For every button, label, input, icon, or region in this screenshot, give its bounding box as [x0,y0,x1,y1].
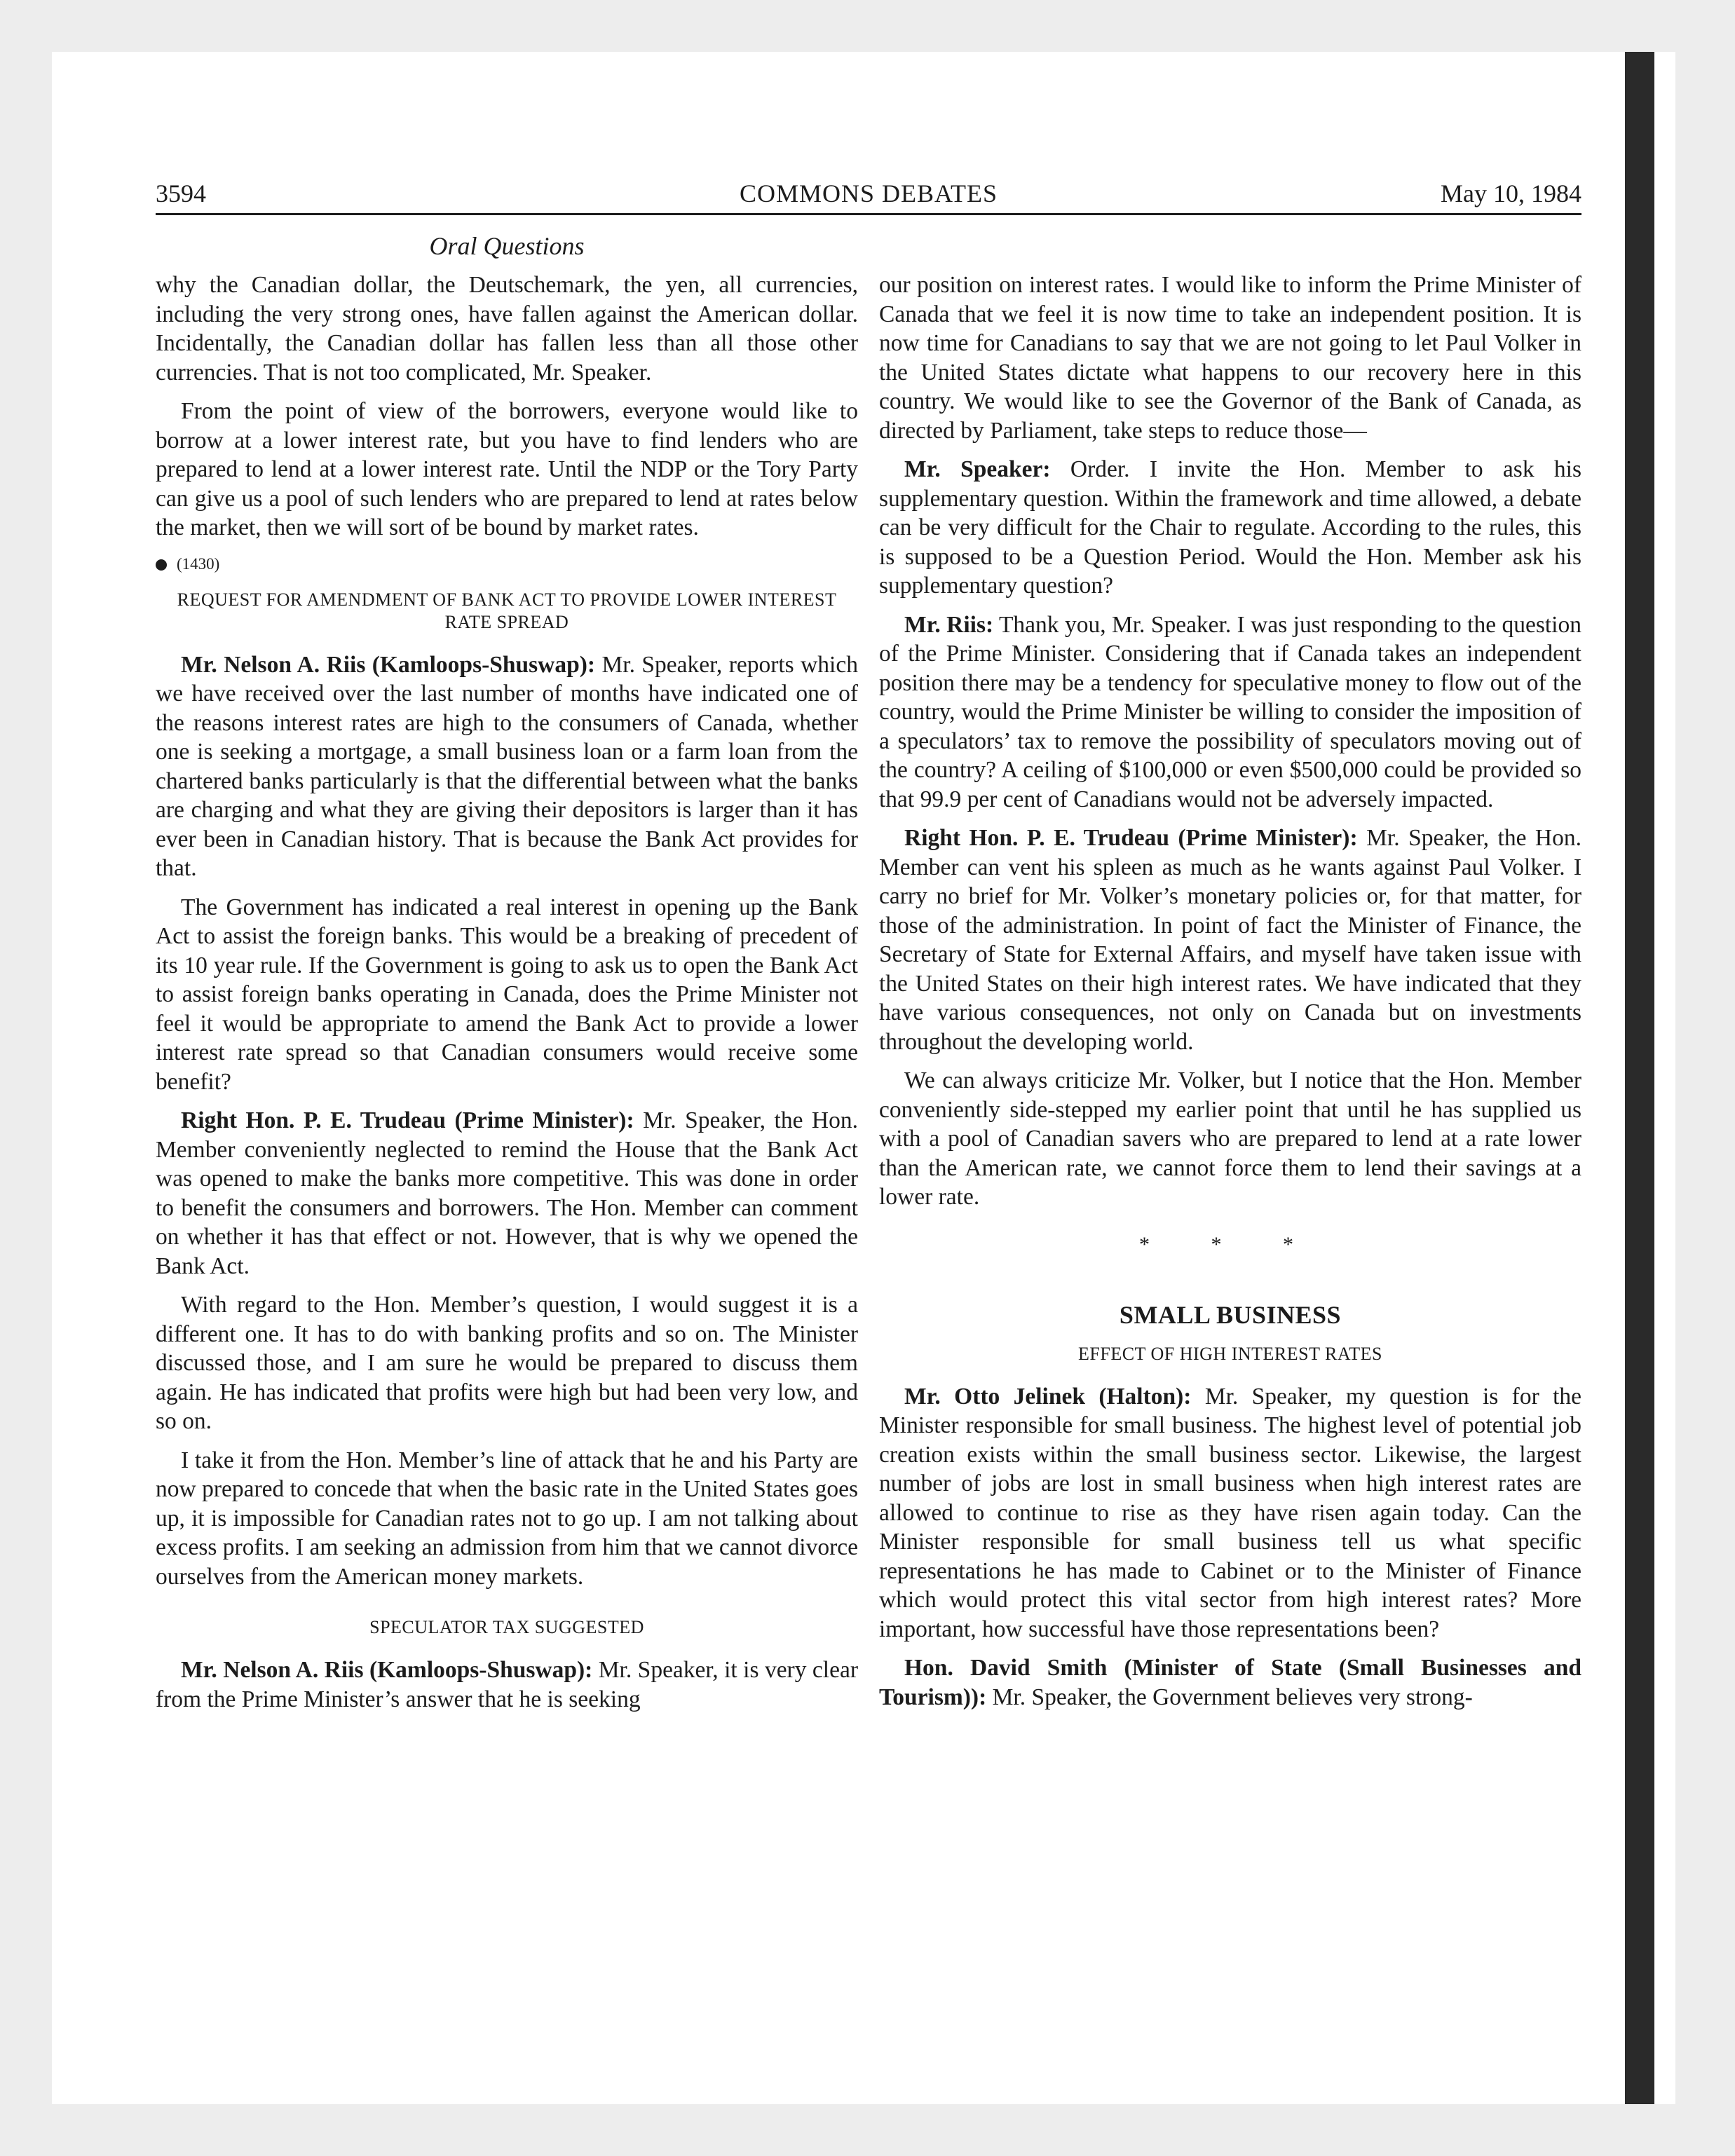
speaker-name: Right Hon. P. E. Trudeau (Prime Minister): [181,1107,634,1133]
section-subheading: SPECULATOR TAX SUGGESTED [369,1617,644,1637]
section-subheading: EFFECT OF HIGH INTEREST RATES [1078,1343,1382,1364]
speech-text: Mr. Speaker, reports which we have received over the last number of months have indicated one of the reasons interest rates are high to the consumers of Canada, whether one is seeking a mortgage, a small business loan or a farm loan from the chartered banks particularly is that the differential between what the banks are charging and what they are giving their depositors is larger than it has ever been in Canadian history. That is because the Bank Act provides for that. [156,651,858,881]
speech-paragraph [156,1106,858,1281]
speaker-name: Mr. Nelson A. Riis (Kamloops-Shuswap): [181,651,596,678]
running-head: Oral Questions [429,232,585,260]
speech-text: Thank you, Mr. Speaker. I was just responding to the question of the Prime Minister. Considering that if Canada takes an independent position there may be a tendency for speculative money to flow out of the country, would the Prime Minister be willing to consider the imposition of a speculators’ tax to remove the possibility of speculators moving out of the country? A ceiling of $100,000 or even $500,000 could be provided so that 99.9 per cent of Canadians would not be adversely impacted. [879,611,1581,812]
bullet-icon [156,559,167,571]
speech-paragraph [879,1653,1581,1712]
speaker-name: Hon. David Smith (Minister of State (Small Businesses and Tourism)): [879,1655,1581,1710]
speech-text: Mr. Speaker, my question is for the Minister responsible for small business. The highest level of potential job creation exists within the small business sector. Likewise, the largest number of jobs are lost in small business when high interest rates are allowed to continue to rise as they have risen again today. Can the Minister responsible for small business tell us what specific representations he has made to Cabinet or to the Minister of Finance which would protect this vital sector from high interest rates? More important, how successful have those representations been? [879,1383,1582,1642]
speech-paragraph [879,610,1581,814]
page-number: 3594 [156,179,206,207]
speaker-name: Mr. Riis: [904,611,994,638]
paragraph: why the Canadian dollar, the Deutschemark, the yen, all currencies, including the very strong ones, have fallen against the American dollar. Incidentally, the Canadian dollar has fallen less than all those other currencies. That is not too complicated, Mr. Speaker. [156,272,858,386]
time-marker-label: (1430) [177,554,220,573]
paragraph: With regard to the Hon. Member’s question, I would suggest it is a different one. It has to do with banking profits and so on. The Minister discussed those, and I am sure he would be prepared to discuss them again. He has indicated that profits were high but had been very low, and so on. [156,1292,858,1434]
speaker-name: Mr. Nelson A. Riis (Kamloops-Shuswap): [181,1657,593,1683]
speech-text: Mr. Speaker, it is very clear from the Prime Minister’s answer that he is seeking [156,1657,858,1712]
speech-paragraph [156,650,858,883]
section-subheading: REQUEST FOR AMENDMENT OF BANK ACT TO PROVIDE LOWER INTEREST RATE SPREAD [177,589,837,632]
speech-text: Mr. Speaker, the Government believes very strong- [986,1684,1473,1710]
publication-date: May 10, 1984 [1441,179,1581,207]
section-separator: * * * [1139,1232,1321,1256]
section-heading: SMALL BUSINESS [1119,1301,1342,1329]
paragraph: We can always criticize Mr. Volker, but I notice that the Hon. Member conveniently side-stepped my earlier point that until he has supplied us with a pool of Canadian savers who are prepared to lend at a rate lower than the American rate, we cannot force them to lend their savings at a lower rate. [879,1067,1581,1210]
paragraph: The Government has indicated a real interest in opening up the Bank Act to assist the foreign banks. This would be a breaking of precedent of its 10 year rule. If the Government is going to ask us to open the Bank Act to assist foreign banks operating in Canada, does the Prime Minister not feel it would be appropriate to amend the Bank Act to provide a lower interest rate spread so that Canadian consumers would receive some benefit? [156,894,858,1095]
speech-paragraph [156,1656,858,1714]
speech-paragraph [879,824,1581,1056]
speech-text: Mr. Speaker, the Hon. Member conveniently neglected to remind the House that the Bank Act was opened to make the banks more competitive. This was done in order to benefit the consumers and borrowers. The Hon. Member can comment on whether it has that effect or not. However, that is why we opened the Bank Act. [156,1107,858,1279]
speaker-name: Right Hon. P. E. Trudeau (Prime Minister): [904,825,1358,851]
page-header [156,177,1581,215]
left-column [156,271,858,1724]
paragraph: our position on interest rates. I would like to inform the Prime Minister of Canada that we feel it is now time to take an independent position. It is now time for Canadians to say that we are not going to let Paul Volker in the United States dictate what happens to our recovery here in this country. We would like to see the Governor of the Bank of Canada, as directed by Parliament, take steps to reduce those— [879,272,1581,444]
speech-paragraph [879,1382,1581,1644]
paragraph: I take it from the Hon. Member’s line of attack that he and his Party are now prepared to concede that when the basic rate in the United States goes up, it is impossible for Canadian rates not to go up. I am not talking about excess profits. I am seeking an admission from him that we cannot divorce ourselves from the American money markets. [156,1447,858,1590]
paragraph: From the point of view of the borrowers, everyone would like to borrow at a lower interest rate, but you have to find lenders who are prepared to lend at a lower interest rate. Until the NDP or the Tory Party can give us a pool of such lenders who are prepared to lend at rates below the market, then we will sort of be bound by market rates. [156,398,858,540]
scan-edge-bar [1625,52,1654,2104]
publication-title: COMMONS DEBATES [739,179,998,207]
speech-text: Order. I invite the Hon. Member to ask his supplementary question. Within the framework and time allowed, a debate can be very difficult for the Chair to regulate. According to the rules, this is supposed to be a Question Period. Would the Hon. Member ask his supplementary question? [879,456,1581,599]
speech-paragraph [879,455,1581,601]
speaker-name: Mr. Otto Jelinek (Halton): [904,1383,1192,1410]
right-column [879,271,1581,1721]
speech-text: Mr. Speaker, the Hon. Member can vent his spleen as much as he wants against Paul Volker. I carry no brief for Mr. Volker’s monetary policies or, for that matter, for those of the administration. In point of fact the Minister of Finance, the Secretary of State for External Affairs, and myself have taken issue with the United States on their high interest rates. We have indicated that they have various consequences, not only on Canada but on investments throughout the developing world. [879,825,1581,1055]
speaker-name: Mr. Speaker: [904,456,1051,482]
time-marker [156,554,858,575]
